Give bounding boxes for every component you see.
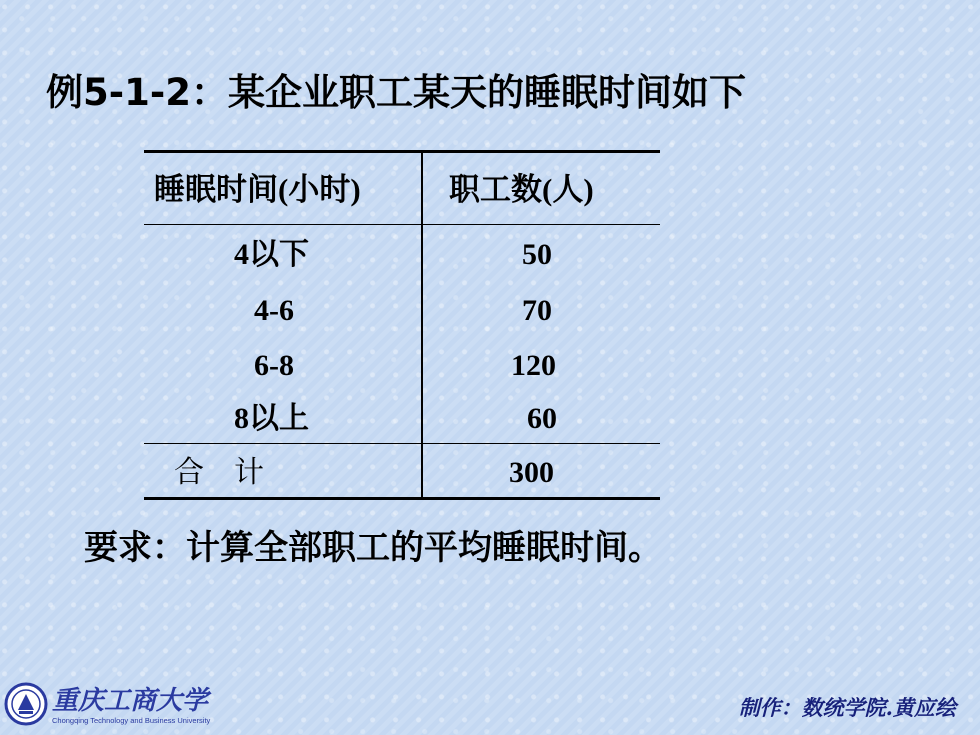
table-total-rule [144,443,660,444]
university-logo [4,680,211,730]
table-top-rule [144,150,660,153]
table-header-rule [144,224,660,225]
sleep-time-table [144,150,660,500]
row-2-count: 70 [522,294,552,327]
row-1-count: 50 [522,238,552,271]
row-2-sleep-time: 4-6 [254,294,294,327]
header-sleep-time: 睡眠时间(小时) [154,172,361,207]
university-subtitle: Chongqing Technology and Business University [52,716,211,725]
requirement-text: 要求：计算全部职工的平均睡眠时间。 [84,528,662,568]
table-bottom-rule [144,497,660,500]
header-employee-count: 职工数(人) [449,172,594,207]
row-4-sleep-time: 8以上 [234,402,309,435]
university-name: 重庆工商大学 [52,686,209,716]
row-3-sleep-time: 6-8 [254,349,294,382]
row-3-count: 120 [511,349,556,382]
table-column-divider [421,150,423,500]
total-count: 300 [509,456,554,489]
slide-title: 例5-1-2：某企业职工某天的睡眠时间如下 [46,71,746,114]
row-1-sleep-time: 4以下 [234,238,309,271]
university-emblem-icon [4,680,48,728]
author-credit: 制作：数统学院.黄应绘 [738,695,956,720]
row-4-count: 60 [527,402,557,435]
total-label: 合 计 [174,456,264,489]
